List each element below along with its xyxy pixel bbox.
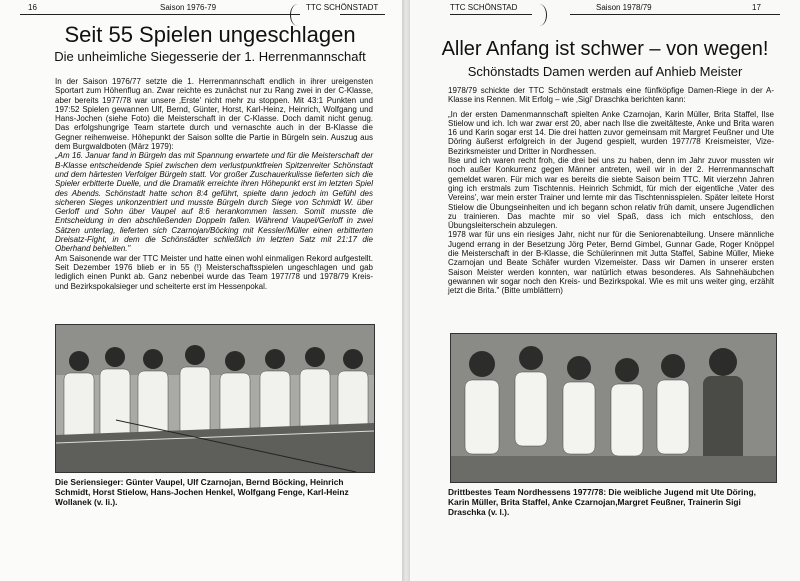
header-rule: [340, 14, 385, 15]
article-title: Aller Anfang ist schwer – von wegen!: [441, 38, 769, 60]
page-number: 16: [28, 3, 37, 12]
page-number: 17: [752, 3, 761, 12]
quote: „Am 16. Januar fand in Bürgeln das mit Spannung erwartete und für die Meisterschaft der B-Klasse entscheidende Spiel zwischen dem verlustpunktfreien Spitzenreiter Schönstadt und dem härtesten Verfolger Bürgeln statt. Vor großer Zuschauerkulisse lieferten sich die Spieler erbitterte Duelle, und die Dramatik erreichte ihren Höhepunkt erst im letzten Spiel des Abends. Schönstadt hatte schon 8:4 geführt, spielte dann jedoch im Gefühl des sicheren Sieges unkonzentriert und musste Bürgeln durch Siege von Schmidt W. über Gerloff und Sohn über Vaupel auf 8:6 herankommen lassen. Somit musste die Entscheidung in den abschließenden Doppeln fallen. Während Vaupel/Gerloff in zwei Sätzen unterlag, lieferten sich Czarnojan/Böcking mit Kessler/Müller einen erbitterten Dreisatz-Fight, in dem die Schönstädter schließlich im letzten Satz mit 21:17 die Oberhand behielten.": [55, 151, 373, 254]
paragraph: In der Saison 1976/77 setzte die 1. Herrenmannschaft endlich in ihrer ureigensten Sportart zum Höhenflug an. Zwar reichte es zunächst nur zu Rang zwei in der C-Klasse, aber bereits 1977/78 war unsere ‚Erste' nicht mehr zu stoppen. Mit 43:1 Punkten und 197:52 Spielen gewannen Ulf, Bernd, Günter, Horst, Karl-Heinz, Heinrich, Wolfgang und Hans-Jochen (siehe Foto) die Meisterschaft in der C-Klasse. Doch damit nicht genug. Das erfolgshungrige Team startete durch und vernaschte auch in der B-Klasse die Gegner reihenweise. Höhepunkt der Saison sollte die Partie in Bürgeln sein. Auszug aus dem Burgwaldboten (März 1979):: [55, 77, 373, 152]
club-name: TTC SCHÖNSTAD: [450, 3, 518, 12]
article-title: Seit 55 Spielen ungeschlagen: [64, 22, 356, 47]
article-subtitle: Schönstadts Damen werden auf Anhieb Meister: [467, 64, 743, 79]
photo-caption: Drittbestes Team Nordhessens 1977/78: Die weibliche Jugend mit Ute Döring, Karin Müller, Brita Staffel, Anke Czarnojan,Margret Feußner, Trainerin Sigi Draschka (v. l.).: [448, 487, 756, 517]
header-rule: [450, 14, 532, 15]
header-rule: [570, 14, 780, 15]
photo-caption: Die Seriensieger: Günter Vaupel, Ulf Czarnojan, Bernd Böcking, Heinrich Schmidt, Horst Stielow, Hans-Jochen Henkel, Wolfgang Fenge, Karl-Heinz Wollanek (v. li.).: [55, 477, 349, 507]
team-photo-image: [56, 325, 374, 472]
team-photo: [450, 333, 777, 483]
article-body: [55, 77, 373, 291]
paragraph: Ilse und ich waren recht froh, die drei bei uns zu haben, denn im Jahr zuvor mussten wir noch außer Konkurrenz gegen Männer antreten, weil wir in der 2. Herrenmannschaft gemeldet waren. Für mich war es bereits die siebte Saison beim TTC. Mit vierzehn Jahren ging ich erstmals zum Tischtennis. Heinrich Schmidt, für mich der eigentliche ‚Vater des Vereins', war mein erster Trainer und lernte mir das Tischtennisspielen. Später leitete Horst Stielow die Übungseinheiten und ich begann schon relativ früh damit, unsere Jugendlichen zu trainieren. Das machte mir so viel Spaß, dass ich mich entschloss, den Übungsleiterschein abzulegen.: [448, 156, 774, 231]
running-head: Saison 1976-79: [160, 3, 217, 12]
running-head: Saison 1978/79: [596, 3, 652, 12]
article-subtitle: Die unheimliche Siegesserie der 1. Herrenmannschaft: [54, 49, 366, 64]
team-photo: [55, 324, 375, 473]
paragraph: 1978 war für uns ein riesiges Jahr, nicht nur für die Seniorenabteilung. Unsere männliche Jugend errang in der Besetzung Jörg Peter, Bernd Gimbel, Gunnar Gade, Roger Knöppel die Meisterschaft in der B-Klasse, die Schülerinnen mit Jutta Staffel, Sabine Müller, Mieke Czarnojan und Beate Schäfer wurden Vizemeister. Dass wir Damen in unserer ersten Saison Meister werden konnten, war natürlich etwas besonderes. Als Sahnehäubchen gewannen wir sogar noch den Kreis- und Bezirkspokal. Wie es mit uns weiter ging, erzählt jetzt die Brita." (Bitte umblättern): [448, 230, 774, 296]
club-name: TTC SCHÖNSTADT: [306, 3, 379, 12]
paragraph: 1978/79 schickte der TTC Schönstadt erstmals eine fünfköpfige Damen-Riege in der A-Klasse ins Rennen. Mit Erfolg – wie ‚Sigi' Draschka berichten kann:: [448, 86, 774, 105]
right-page: [410, 0, 800, 581]
paragraph: Am Saisonende war der TTC Meister und hatte einen wohl einmaligen Rekord aufgestellt. Seit Dezember 1976 blieb er in 55 (!) Meisterschaftsspielen ungeschlagen und gab lediglich einen Punkt ab. Ganz nebenbei wurde das Team 1977/78 und 1978/79 Kreis- und Bezirkspokalsieger und scheiterte erst im Hessenpokal.: [55, 253, 373, 291]
team-photo-image: [451, 334, 776, 482]
article-body: [448, 86, 774, 296]
book-gutter: [402, 0, 410, 581]
header-rule: [20, 14, 300, 15]
header-curl: [532, 4, 547, 26]
paragraph: „In der ersten Damenmannschaft spielten Anke Czarnojan, Karin Müller, Brita Staffel, Ilse Stielow und ich. Ich war zwar erst 20, aber nach Ilse die zweitälteste, Anke und Brita waren 16 und Karin sogar erst 14. Die drei hatten zuvor gemeinsam mit Margret Feußner und Ute Döring äußerst erfolgreich in der Jugend gespielt, wurden 1977/78 Kreismeister, Vize-Bezirksmeister und Dritter in Nordhessen.: [448, 109, 774, 156]
